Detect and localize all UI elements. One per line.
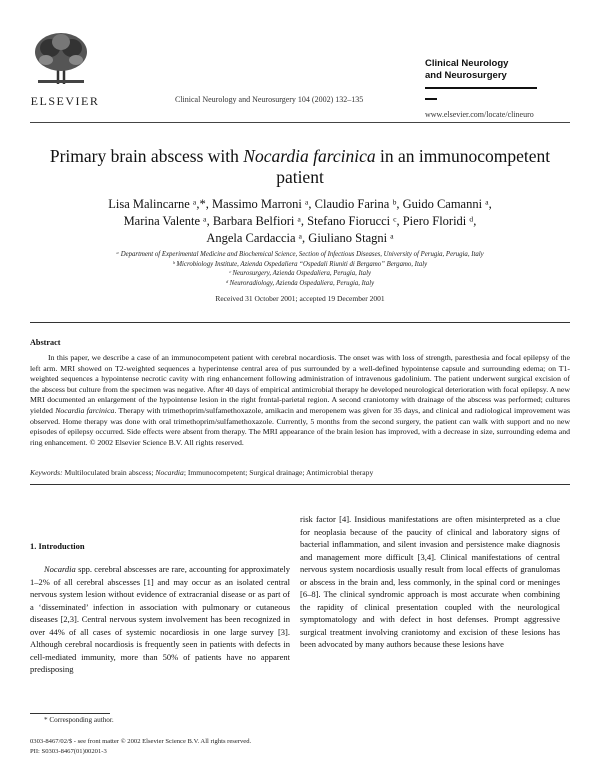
intro-species: Nocardia (44, 564, 76, 574)
article-title (30, 146, 570, 188)
abstract-species: Nocardia farcinica (55, 405, 115, 415)
abstract-body (30, 353, 570, 448)
affiliation-b: ᵇ Microbiology Institute, Azienda Ospedaliera “Ospedali Riuniti di Bergamo” Bergamo, Italy (172, 260, 428, 268)
affiliation-d: ᵈ Neuroradiology, Azienda Ospedaliera, Perugia, Italy (225, 279, 375, 287)
keywords-text-2: ; Immunocompetent; Surgical drainage; Antimicrobial therapy (183, 468, 374, 477)
keywords-text-1: Multiloculated brain abscess; (62, 468, 156, 477)
keywords-species: Nocardia (155, 468, 184, 477)
intro-right-column: risk factor [4]. Insidious manifestations are often misinterpreted as a clue for neoplasia because of the paucity of clinical and laboratory signs of bacterial inflammation, and silent invasion and persistence make diagnosis and management more difficult [3,4]. Clinical manifestations of central nervous system nocardiosis usually result from local effects of granulomas or abscess in the brain and, less commonly, in the spinal cord or meninges [6–8]. The clinical syndromic approach is most accurate when combining the rapidity of clinical presentation coupled with the neurological symptomatology and with defect in host defenses. Prompt aggressive surgical treatment involving craniotomy and excision of these lesions has been advocated by many authors because these lesions have (300, 514, 560, 649)
header-divider (30, 122, 570, 123)
intro-left-text: spp. cerebral abscesses are rare, accounting for approximately 1–2% of all cerebral abscesses [1] and may occur as an isolated central nervous system lesion without evidence of extracranial disease or as part of a ‘disseminated’ infection in association with pulmonary or cutaneous diseases [2,3]. Central nervous system involvement has been recognized in over 44% of all cases of systemic nocardiosis in one large survey [3]. Although cerebral nocardiosis is frequently seen in patients with defects in cell-mediated immunity, more than 50% of patients have no apparent predisposing (30, 564, 290, 674)
keywords-label: Keywords: (30, 468, 63, 477)
abstract-top-divider (30, 322, 570, 323)
abstract-text-2: . Therapy with trimethoprim/sulfamethoxazole, amikacin and meropenem was given for 35 days, and clinical and radiological improvement was observed. Home therapy was done with oral trimethoprim/sulfamethoxazole. Currently, 5 months from the second surgery, the patient can walk with support and no new episodes of epilepsy occurred. Side effects were absent from therapy. The MRI appearance of the brain lesion has improved, with a decrease in size, surrounding edema and ring enhancement. © 2002 Elsevier Science B.V. All rights reserved. (30, 405, 570, 447)
title-part1: Primary brain abscess with (49, 146, 244, 166)
elsevier-tree-logo (30, 30, 92, 86)
received-dates: Received 31 October 2001; accepted 19 December 2001 (215, 294, 385, 303)
corresponding-author-footnote: * Corresponding author. (44, 716, 114, 724)
journal-brand-line1: Clinical Neurology (425, 58, 509, 69)
author-list (30, 196, 570, 247)
copyright-line: 0303-8467/02/$ - see front matter © 2002 Elsevier Science B.V. All rights reserved. (30, 738, 252, 745)
abstract-bottom-divider (30, 484, 570, 485)
intro-heading: 1. Introduction (30, 541, 85, 551)
journal-brand-line2: and Neurosurgery (425, 70, 507, 81)
journal-website[interactable]: www.elsevier.com/locate/clineuro (425, 110, 534, 119)
journal-citation: Clinical Neurology and Neurosurgery 104 (2002) 132–135 (175, 95, 364, 104)
author-line-3: Angela Cardaccia ᵃ, Giuliano Stagni ᵃ (206, 231, 394, 245)
pii-line: PII: S0303-8467(01)00201-3 (30, 748, 107, 755)
intro-left-column (30, 563, 290, 676)
journal-brand (425, 58, 537, 100)
title-part2: in an immunocompetent patient (276, 146, 551, 187)
abstract-text-1: In this paper, we describe a case of an immunocompetent patient with cerebral nocardiosis. The onset was with loss of strength, paresthesia and focal epilepsy of the left arm. MRI showed on T2-weighted sequences a hyperintense central area of pus surrounded by a well-defined hypointense capsule and surrounding edema; on T1-weighted sequences a hypointense necrotic cavity with ring enhancement following administration of intravenous gadolinium. The patient underwent surgical excision of the abscess but culture from the specimen was negative. After 40 days of empirical antimicrobial therapy he developed neurological deterioration with focal epilepsy. A new MRI documented an enlargement of the hypointense lesion in the right frontal-parietal region. A second craniotomy with drainage of the abscess was performed; cultures yielded (30, 353, 570, 415)
affiliation-c: ᶜ Neurosurgery, Azienda Ospedaliera, Perugia, Italy (229, 270, 371, 278)
affiliation-a: ᵃ Department of Experimental Medicine and Biochemical Science, Section of Infectious Diseases, University of Perugia, Perugia, Italy (116, 251, 484, 258)
brand-mark (425, 98, 437, 100)
affiliations (30, 250, 570, 288)
publisher-name: ELSEVIER (30, 94, 100, 108)
title-species: Nocardia farcinica (243, 146, 376, 166)
abstract-heading: Abstract (30, 338, 61, 347)
brand-divider (425, 87, 537, 89)
author-line-2: Marina Valente ᵃ, Barbara Belfiori ᵃ, Stefano Fiorucci ᶜ, Piero Floridi ᵈ, (123, 214, 477, 228)
keywords (30, 468, 570, 477)
author-line-1: Lisa Malincarne ᵃ,*, Massimo Marroni ᵃ, Claudio Farina ᵇ, Guido Camanni ᵃ, (108, 197, 492, 211)
footnote-divider (30, 713, 110, 714)
